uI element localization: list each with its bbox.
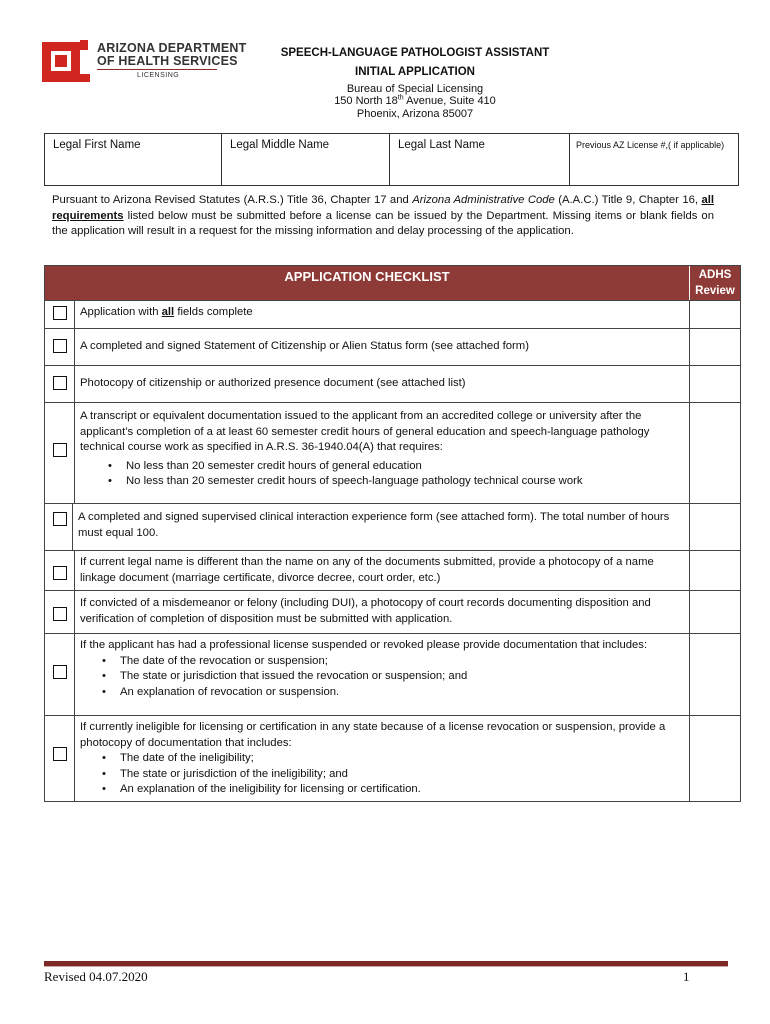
checkbox[interactable] (53, 443, 67, 457)
adhs-review-cell (690, 591, 740, 633)
intro-paragraph: Pursuant to Arizona Revised Statutes (A.R.S.) Title 36, Chapter 17 and Arizona Administrative Code (A.A.C.) Title 9, Chapter 16, all requirements listed below must be submitted before a license can be issued by the Department. Missing items or blank fields on the application will result in a request for the missing information and delay processing of the application. (52, 194, 714, 237)
adhs-review-header: ADHS Review (690, 266, 740, 300)
checklist-row (45, 715, 740, 801)
checkbox[interactable] (53, 747, 67, 761)
adhs-logo (42, 40, 247, 85)
bullet-list (80, 751, 685, 798)
list-item: • An explanation of the ineligibility for licensing or certification. (120, 782, 685, 798)
checklist-header-row (45, 266, 740, 300)
adhs-review-cell (690, 634, 740, 715)
bullet-list (80, 459, 685, 490)
legal-middle-name-field[interactable] (222, 134, 390, 185)
logo-line-1: ARIZONA DEPARTMENT (97, 41, 247, 55)
list-item: • An explanation of revocation or suspension. (120, 685, 685, 701)
list-item: • The state or jurisdiction that issued the revocation or suspension; and (120, 669, 685, 685)
previous-license-label: Previous AZ License #,( if applicable) (576, 140, 725, 150)
legal-first-name-label: Legal First Name (53, 139, 141, 151)
list-item: • No less than 20 semester credit hours of general education (126, 459, 685, 475)
checklist-row (45, 300, 740, 328)
bureau-address: 150 North 18th Avenue, Suite 410 (334, 94, 496, 107)
checklist-row (45, 633, 740, 715)
checkbox[interactable] (53, 306, 67, 320)
checklist-row (45, 590, 740, 633)
logo-line-2: OF HEALTH SERVICES (97, 54, 238, 68)
checklist-row (45, 365, 740, 402)
checklist-row (45, 503, 740, 550)
previous-license-field[interactable] (570, 134, 738, 185)
adhs-review-cell (690, 301, 740, 328)
adhs-review-cell (690, 504, 740, 550)
application-checklist-table (44, 265, 741, 802)
legal-middle-name-label: Legal Middle Name (230, 139, 330, 151)
checklist-item-text: A completed and signed supervised clinical interaction experience form (see attached form). The total number of hours must equal 100. (73, 504, 690, 550)
form-title: SPEECH-LANGUAGE PATHOLOGIST ASSISTANT (280, 47, 550, 59)
checkbox[interactable] (53, 512, 67, 526)
checklist-item-text: If current legal name is different than the name on any of the documents submitted, provide a photocopy of a name linkage document (marriage certificate, divorce decree, court order, etc.) (75, 551, 690, 590)
checklist-item-text: If convicted of a misdemeanor or felony (including DUI), a photocopy of court records documenting disposition and verification of completion of disposition must be submitted with application. (75, 591, 690, 633)
checklist-row (45, 328, 740, 365)
form-subtitle: INITIAL APPLICATION (355, 66, 475, 78)
revision-date: Revised 04.07.2020 (44, 969, 148, 984)
bullet-list (80, 654, 685, 701)
checkbox[interactable] (53, 339, 67, 353)
list-item: • The date of the revocation or suspension; (120, 654, 685, 670)
legal-first-name-field[interactable] (45, 134, 222, 185)
checklist-item-text: A transcript or equivalent documentation issued to the applicant from an accredited college or university after the applicant’s completion of a at least 60 semester credit hours of general education and speech-language pathology technical course work as specified in A.R.S. 36-1940.04(A) that requires: • No less than 20 semester credit hours of general education • No less than 20 semester credit hours of speech-language pathology technical course work (75, 403, 690, 503)
footer-divider-thin (44, 966, 728, 967)
checklist-item-text: If currently ineligible for licensing or certification in any state because of a license revocation or suspension, provide a photocopy of documentation that includes: • The date of the ineligibility; • The state or jurisdiction of the ineligibility; and • An explanation of the ineligibility for licensing or certification. (75, 716, 690, 801)
checklist-item-text: Application with all fields complete (75, 301, 690, 328)
list-item: • No less than 20 semester credit hours of speech-language pathology technical course work (126, 474, 685, 490)
list-item: • The date of the ineligibility; (120, 751, 685, 767)
checkbox[interactable] (53, 376, 67, 390)
logo-divider (97, 69, 217, 70)
page-number: 1 (683, 969, 690, 984)
legal-last-name-label: Legal Last Name (398, 139, 485, 151)
bureau-name: Bureau of Special Licensing (346, 83, 484, 95)
adhs-review-cell (690, 716, 740, 801)
checklist-title: APPLICATION CHECKLIST (45, 266, 690, 300)
adhs-review-cell (690, 403, 740, 503)
checklist-item-text: If the applicant has had a professional license suspended or revoked please provide documentation that includes: • The date of the revocation or suspension; • The state or jurisdiction that issued the revocation or suspension; and • An explanation of revocation or suspension. (75, 634, 690, 715)
checkbox[interactable] (53, 566, 67, 580)
name-fields (44, 133, 739, 186)
checkbox[interactable] (53, 607, 67, 621)
checkbox[interactable] (53, 665, 67, 679)
adhs-review-cell (690, 551, 740, 590)
checklist-row (45, 550, 740, 590)
bureau-city: Phoenix, Arizona 85007 (356, 108, 474, 120)
checklist-item-text: Photocopy of citizenship or authorized presence document (see attached list) (75, 366, 690, 402)
list-item: • The state or jurisdiction of the ineligibility; and (120, 767, 685, 783)
checklist-row (45, 402, 740, 503)
all-requirements-emphasis: all requirements (52, 194, 714, 222)
legal-last-name-field[interactable] (390, 134, 570, 185)
checklist-item-text: A completed and signed Statement of Citizenship or Alien Status form (see attached form) (75, 329, 690, 365)
adhs-review-cell (690, 366, 740, 402)
logo-subtitle: LICENSING (137, 72, 180, 79)
adhs-review-cell (690, 329, 740, 365)
adhs-logo-icon (42, 40, 90, 84)
